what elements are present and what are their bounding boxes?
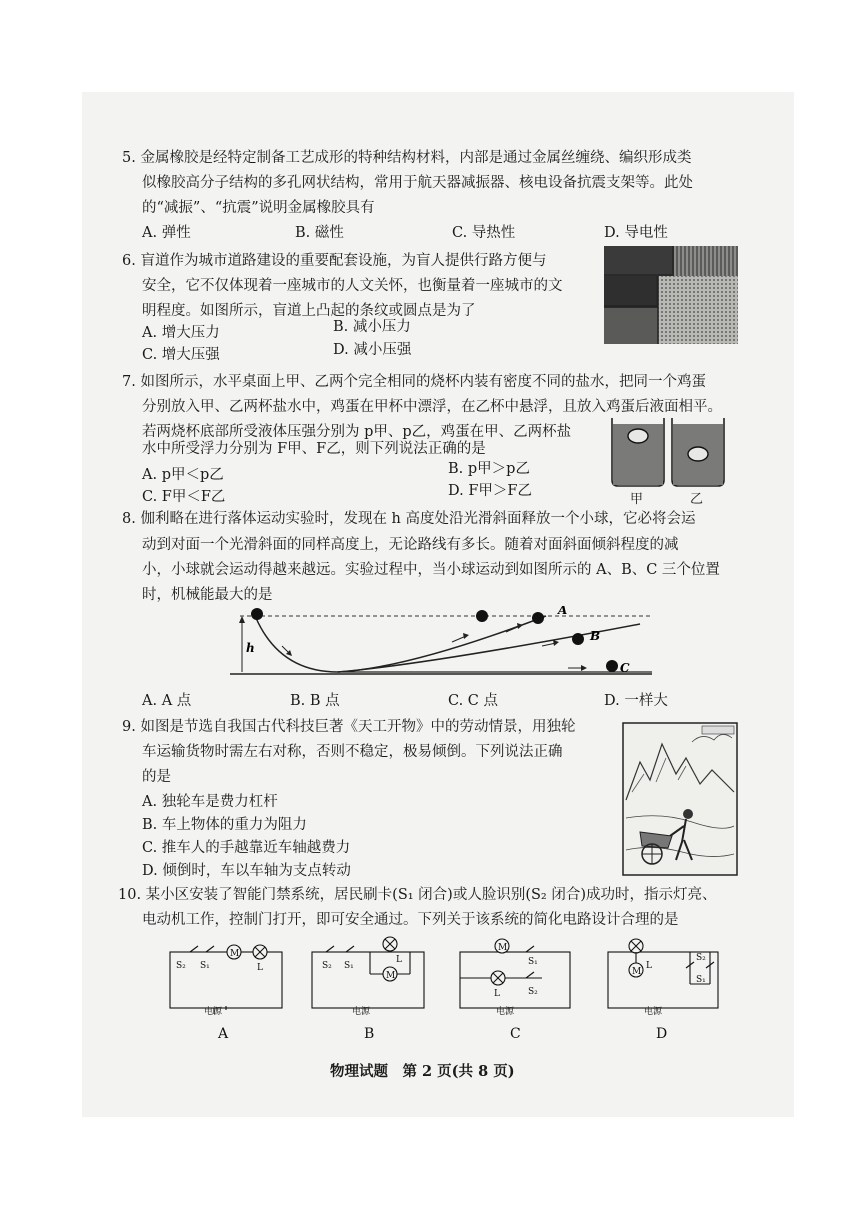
circuit-c-motor: M [498, 943, 508, 953]
circuit-d-power: 电源 [644, 1007, 663, 1017]
q7-option-d: D. F甲＞F乙 [448, 483, 532, 499]
ramp-label-h: h [246, 641, 255, 655]
wheelbarrow-illustration [622, 722, 738, 876]
circuit-b-s2: S₂ [322, 961, 332, 971]
circuit-b-s1: S₁ [344, 961, 354, 971]
ramp-label-c: C [620, 661, 630, 675]
q9-option-a: A. 独轮车是费力杠杆 [142, 794, 278, 810]
q9-line-1: 9. 如图是节选自我国古代科技巨著《天工开物》中的劳动情景，用独轮 [122, 719, 576, 735]
q7-line-4: 水中所受浮力分别为 F甲、F乙，则下列说法正确的是 [142, 441, 486, 457]
q5-option-a: A. 弹性 [142, 225, 191, 241]
q5-line-2: 似橡胶高分子结构的多孔网状结构，常用于航天器减振器、核电设备抗震支架等。此处 [142, 175, 693, 191]
q8-option-b: B. B 点 [290, 693, 340, 709]
q8-line-4: 时，机械能最大的是 [142, 587, 273, 603]
q8-line-3: 小，小球就会运动得越来越远。实验过程中，当小球运动到如图所示的 A、B、C 三个位置 [142, 562, 720, 578]
circuit-a-s2: S₂ [176, 961, 186, 971]
ramp-label-b: B [590, 629, 601, 643]
q10-line-2: 电动机工作，控制门打开，即可安全通过。下列关于该系统的简化电路设计合理的是 [142, 912, 679, 928]
q8-line-2: 动到对面一个光滑斜面的同样高度上，无论路线有多长。随着对面斜面倾斜程度的减 [142, 537, 679, 553]
q9-option-d: D. 倾倒时，车以车轴为支点转动 [142, 863, 351, 879]
circuit-d-s1: S₁ [696, 975, 706, 985]
circuit-c-s2: S₂ [528, 987, 538, 997]
tactile-paving-photo [604, 246, 738, 344]
q5-line-3: 的“减振”、“抗震”说明金属橡胶具有 [142, 200, 375, 216]
q6-option-b: B. 减小压力 [333, 319, 411, 335]
circuit-c-caption: C [510, 1026, 521, 1042]
q7-option-b: B. p甲＞p乙 [448, 461, 530, 477]
circuit-a-lamp: L [257, 963, 263, 973]
q8-line-1: 8. 伽利略在进行落体运动实验时，发现在 h 高度处沿光滑斜面释放一个小球，它必将会运 [122, 511, 696, 527]
page-footer: 物理试题 第 2 页(共 8 页) [330, 1063, 515, 1080]
circuit-b-lamp: L [396, 955, 402, 965]
circuit-c-power: 电源 [496, 1007, 515, 1017]
q6-line-2: 安全，它不仅体现着一座城市的人文关怀，也衡量着一座城市的文 [142, 278, 563, 294]
q7-option-c: C. F甲＜F乙 [142, 489, 226, 505]
circuit-a [170, 945, 282, 1014]
q10-line-1: 10. 某小区安装了智能门禁系统，居民刷卡(S₁ 闭合)或人脸识别(S₂ 闭合)成功时，指示灯亮、 [118, 887, 717, 903]
q6-option-d: D. 减小压强 [333, 342, 412, 358]
circuit-d-lamp: L [646, 961, 652, 971]
q7-line-1: 7. 如图所示，水平桌面上甲、乙两个完全相同的烧杯内装有密度不同的盐水，把同一个鸡蛋 [122, 374, 706, 390]
circuit-options-figure [160, 934, 740, 1046]
q6-option-a: A. 增大压力 [142, 325, 220, 341]
q6-option-c: C. 增大压强 [142, 347, 220, 363]
q5-option-b: B. 磁性 [295, 225, 344, 241]
q5-option-c: C. 导热性 [452, 225, 516, 241]
q7-line-2: 分别放入甲、乙两杯盐水中，鸡蛋在甲杯中漂浮，在乙杯中悬浮，且放入鸡蛋后液面相平。 [142, 399, 722, 415]
circuit-a-s1: S₁ [200, 961, 210, 971]
beakers-figure [606, 412, 730, 506]
circuit-a-caption: A [218, 1026, 229, 1042]
q7-line-3: 若两烧杯底部所受液体压强分别为 p甲、p乙，鸡蛋在甲、乙两杯盐 [142, 424, 572, 440]
galileo-ramp-figure [220, 606, 660, 680]
q8-option-a: A. A 点 [142, 693, 192, 709]
q9-option-c: C. 推车人的手越靠近车轴越费力 [142, 840, 351, 856]
circuit-b [312, 937, 424, 1008]
ramp-label-a: A [558, 606, 568, 617]
circuit-c-s1: S₁ [528, 957, 538, 967]
q6-line-1: 6. 盲道作为城市道路建设的重要配套设施，为盲人提供行路方便与 [122, 253, 547, 269]
q9-option-b: B. 车上物体的重力为阻力 [142, 817, 307, 833]
circuit-d-caption: D [656, 1026, 668, 1042]
beaker-label-jia: 甲 [630, 492, 644, 507]
q8-option-c: C. C 点 [448, 693, 498, 709]
q5-option-d: D. 导电性 [604, 225, 668, 241]
q9-line-2: 车运输货物时需左右对称，否则不稳定，极易倾倒。下列说法正确 [142, 744, 563, 760]
beaker-label-yi: 乙 [690, 492, 704, 507]
q9-line-3: 的是 [142, 769, 171, 785]
circuit-b-motor: M [386, 971, 396, 981]
q7-option-a: A. p甲＜p乙 [142, 467, 224, 483]
circuit-b-power: 电源 [352, 1007, 371, 1017]
circuit-d-s2: S₂ [696, 953, 706, 963]
q6-line-3: 明程度。如图所示，盲道上凸起的条纹或圆点是为了 [142, 303, 476, 319]
circuit-b-caption: B [364, 1026, 375, 1042]
circuit-d [608, 939, 718, 1008]
circuit-d-motor: M [632, 967, 642, 977]
circuit-a-motor: M [230, 949, 240, 959]
circuit-a-power: 电源 [204, 1007, 223, 1017]
q8-option-d: D. 一样大 [604, 693, 668, 709]
circuit-c-lamp: L [494, 989, 500, 999]
q5-line-1: 5. 金属橡胶是经特定制备工艺成形的特种结构材料，内部是通过金属丝缠绕、编织形成类 [122, 150, 692, 166]
circuit-c [460, 939, 570, 1008]
